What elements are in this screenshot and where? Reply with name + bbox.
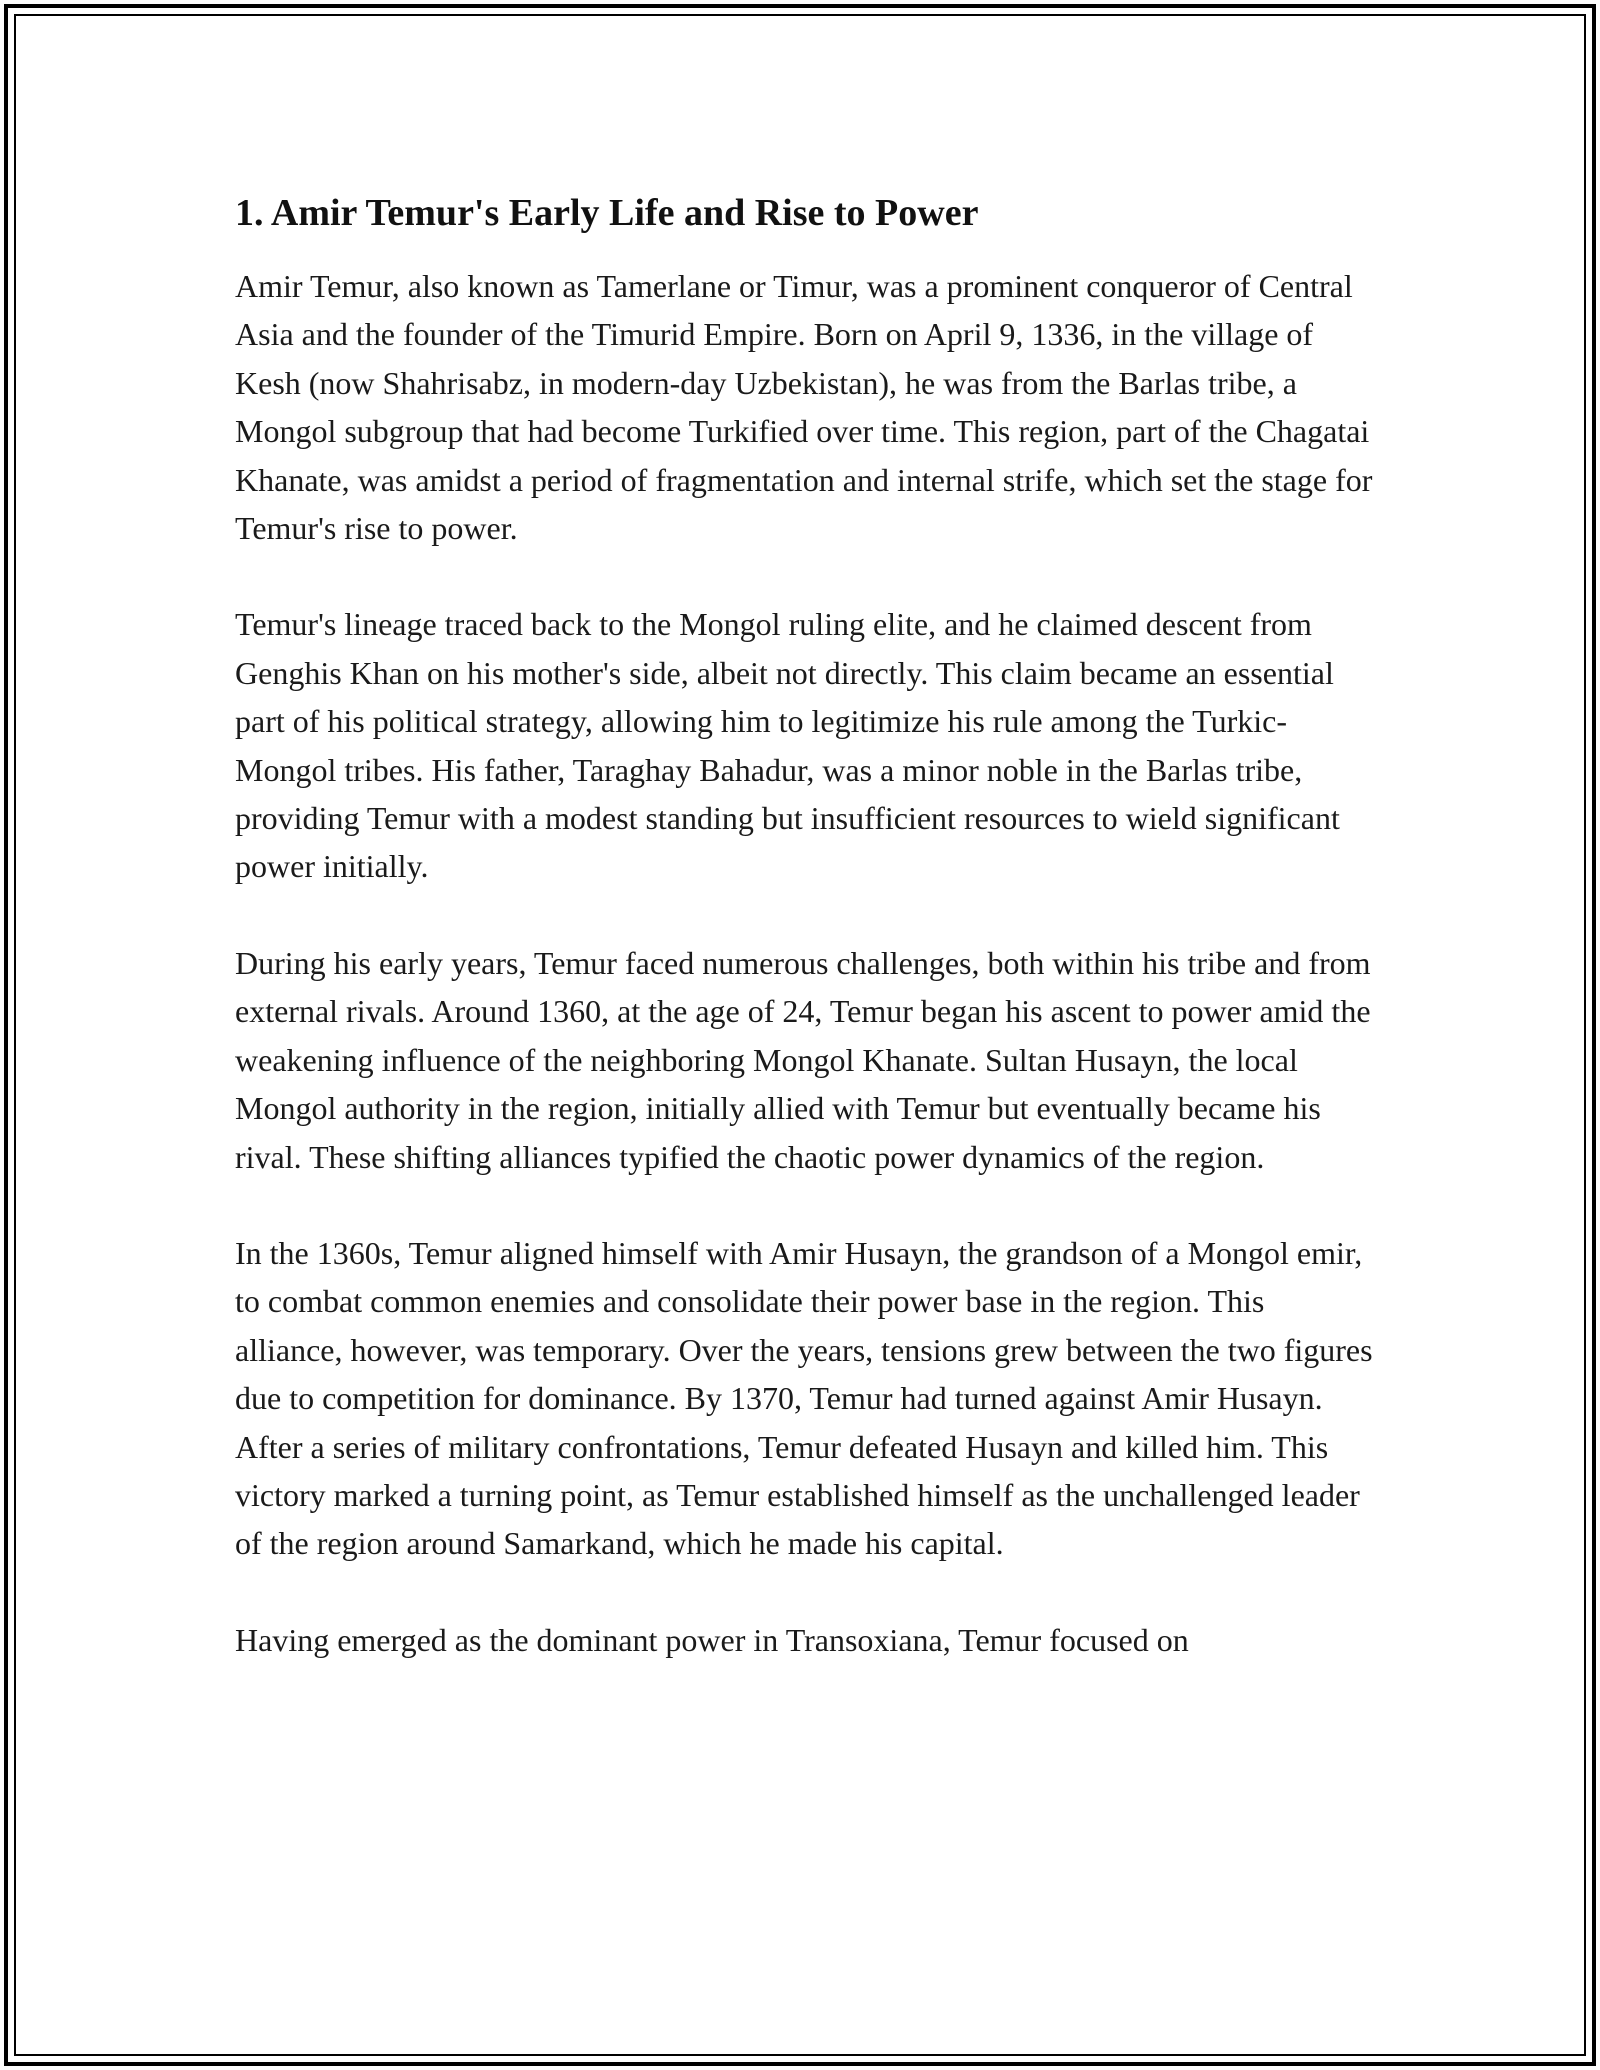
paragraph-5: Having emerged as the dominant power in Transoxiana, Temur focused on — [235, 1621, 1189, 1658]
paragraph-1: Amir Temur, also known as Tamerlane or Timur, was a prominent conqueror of Central Asia and the founder of the Timurid Empire. Born on April 9, 1336, in the village of Kesh (now Shahrisabz, in modern-day Uzbekistan), he was from the Barlas tribe, a Mongol subgroup that had become Turkified over time. This region, part of the Chagatai Khanate, was amidst a period of fragmentation and internal strife, which set the stage for Temur's rise to power. — [235, 268, 1373, 547]
paragraph-4: In the 1360s, Temur aligned himself with Amir Husayn, the grandson of a Mongol emir, to combat common enemies and consolidate their power base in the region. This alliance, however, was temporary. Over the years, tensions grew between the two figures due to competition for dominance. By 1370, Temur had turned against Amir Husayn. After a series of military confrontations, Temur defeated Husayn and killed him. This victory marked a turning point, as Temur established himself as the unchallenged leader of the region around Samarkand, which he made his capital. — [235, 1234, 1373, 1562]
section-heading: 1. Amir Temur's Early Life and Rise to Power — [235, 192, 979, 234]
document-body — [235, 186, 1375, 1712]
paragraph-3: During his early years, Temur faced numerous challenges, both within his tribe and from external rivals. Around 1360, at the age of 24, Temur began his ascent to power amid the weakening influence of the neighboring Mongol Khanate. Sultan Husayn, the local Mongol authority in the region, initially allied with Temur but eventually became his rival. These shifting alliances typified the chaotic power dynamics of the region. — [235, 944, 1371, 1175]
paragraph-2: Temur's lineage traced back to the Mongol ruling elite, and he claimed descent from Genghis Khan on his mother's side, albeit not directly. This claim became an essential part of his political strategy, allowing him to legitimize his rule among the Turkic-Mongol tribes. His father, Taraghay Bahadur, was a minor noble in the Barlas tribe, providing Temur with a modest standing but insufficient resources to wield significant power initially. — [235, 606, 1340, 885]
